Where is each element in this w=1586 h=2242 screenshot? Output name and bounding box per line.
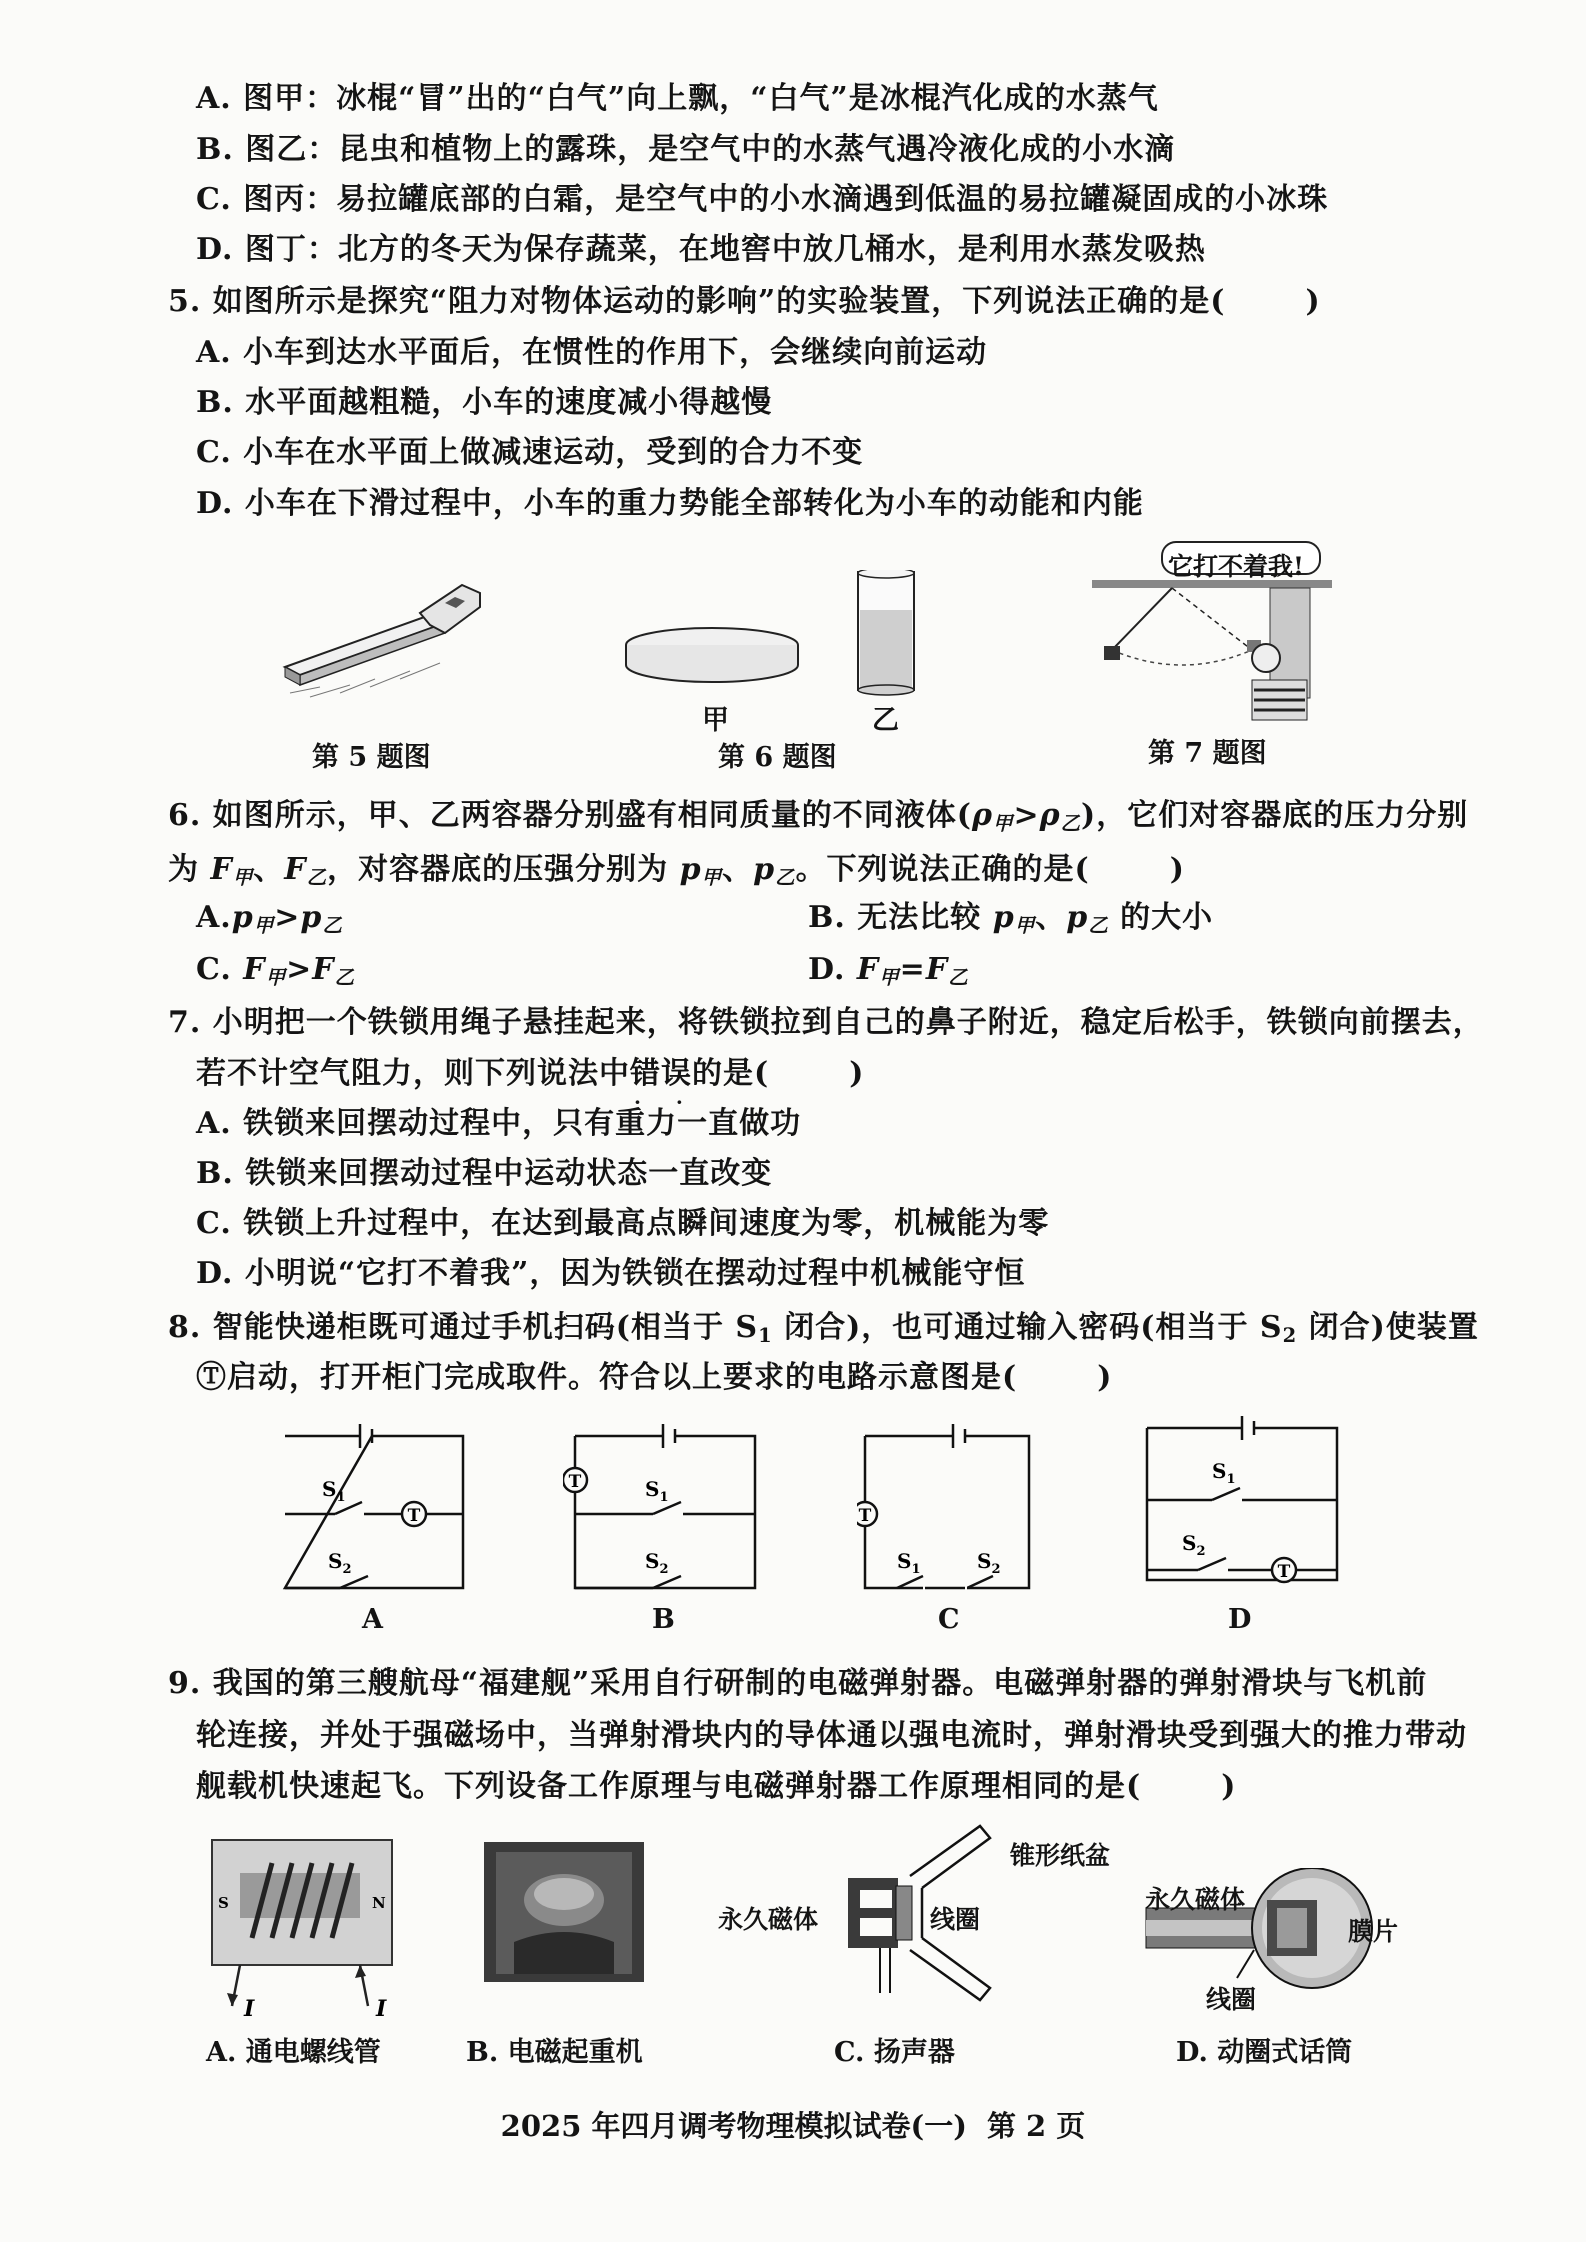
q6-opt-d-prefix: D. [808,952,857,987]
eq-sign: = [899,952,926,987]
q8-stem1-a: 8. 智能快递柜既可通过手机扫码(相当于 S [168,1310,759,1345]
q7-option-d: D. 小明说“它打不着我”，因为铁锁在摆动过程中机械能守恒 [196,1256,1026,1291]
circuit-diagram-c [857,1418,1037,1598]
F-yi: F [925,952,949,987]
q8-close: ) [1097,1360,1113,1395]
q9-fig-c-label-cone: 锥形纸盆 [1010,1841,1111,1870]
q9-fig-a-current-right: I [376,1996,387,2022]
page-number: 第 2 页 [986,2109,1086,2143]
circuit-diagram-b [563,1418,763,1598]
gt-sign: > [1013,798,1040,833]
sep: 、 [1035,900,1067,935]
sub-yi: 乙 [948,965,969,989]
circuit-label-a: A [362,1604,383,1635]
sub-yi: 乙 [1088,913,1109,937]
fig5-caption: 第 5 题图 [312,742,431,773]
p-jia: p [679,852,702,887]
circuit-a-s1: $S_1$ [322,1477,346,1505]
q6-option-b [808,898,1213,946]
q9-fig-c-label-coil: 线圈 [930,1905,981,1934]
circuit-b-s2: $S_2$ [645,1549,669,1577]
sub-yi: 乙 [775,865,796,889]
q6-opt-b-b: 的大小 [1108,900,1214,935]
sub-jia: 甲 [992,811,1014,835]
q9-fig-d-label-coil: 线圈 [1206,1985,1257,2014]
circuit-label-b: B [652,1604,675,1635]
F-jia: F [243,952,266,987]
p-yi: p [753,852,776,887]
fig7-caption: 第 7 题图 [1148,738,1267,769]
F-jia: F [856,952,880,987]
circuit-b-s1: $S_1$ [645,1477,669,1505]
circuit-c-s1: $S_1$ [897,1549,921,1577]
q9-caption-c: C. 扬声器 [834,2037,955,2068]
q9-fig-d-label-diaphragm: 膜片 [1348,1917,1399,1946]
circuit-d-device: T [1277,1562,1291,1582]
circuit-label-c: C [938,1604,960,1635]
sub-jia: 甲 [232,865,254,889]
q6-option-a [196,898,343,946]
gt-sign: > [286,952,313,987]
fig7-speech-bubble: 它打不着我! [1168,552,1304,581]
p-yi: p [300,900,323,935]
q9-fig-a-s: S [218,1894,229,1912]
q7-stem-line2 [196,1054,864,1094]
q8-stem1-b: 闭合)，也可通过输入密码(相当于 S [772,1310,1283,1345]
q6-line2-b: ，对容器底的压强分别为 [327,852,680,887]
q7-option-a: A. 铁锁来回摆动过程中，只有重力一直做功 [196,1106,802,1141]
s1-sub: 1 [758,1323,773,1347]
sub-yi: 乙 [334,965,356,989]
q5-stem [168,282,1321,322]
q9-fig-c-label-magnet: 永久磁体 [718,1905,819,1934]
q9-fig-solenoid [210,1838,400,2023]
circuit-d-s2: $S_2$ [1182,1531,1206,1559]
q6-option-c [196,950,355,998]
sub-jia: 甲 [1014,913,1036,937]
q4-option-c: C. 图丙：易拉罐底部的白霜，是空气中的小水滴遇到低温的易拉罐凝固成的小冰珠 [196,182,1329,217]
q6-opt-b-a: B. 无法比较 [808,900,993,935]
circuit-label-d: D [1228,1604,1252,1635]
rho-yi: ρ [1039,798,1061,833]
fig6-label-jia: 甲 [702,705,729,736]
circuit-diagram-a [280,1418,470,1598]
circuit-a-device: T [407,1506,421,1526]
q9-stem-line2: 轮连接，并处于强磁场中，当弹射滑块内的导体通以强电流时，弹射滑块受到强大的推力带动 [196,1718,1467,1753]
q9-stem-line1: 9. 我国的第三艘航母“福建舰”采用自行研制的电磁弹射器。电磁弹射器的弹射滑块与飞机前 [168,1666,1428,1701]
sep: 、 [253,852,285,887]
F-jia: F [210,852,233,887]
fig5-ramp-apparatus [280,575,490,705]
F-yi: F [284,852,307,887]
fig6-label-yi: 乙 [872,705,899,736]
q5-stem-close: ) [1305,284,1321,319]
sub-jia: 甲 [265,965,287,989]
exam-title: 2025 年四月调考物理模拟试卷(一) [500,2109,967,2143]
circuit-d-s1: $S_1$ [1212,1459,1236,1487]
q9-fig-d-label-magnet: 永久磁体 [1145,1885,1246,1914]
s2-sub: 2 [1282,1323,1298,1347]
q9-caption-a: A. 通电螺线管 [206,2037,381,2068]
fig6-containers [620,570,920,700]
p-jia: p [231,900,254,935]
q9-caption-d: D. 动圈式话筒 [1176,2037,1353,2068]
q7-emphasis-wrong: 错误 · · [630,1056,692,1091]
sep: 、 [722,852,754,887]
p-yi: p [1066,900,1089,935]
q5-stem-text: 5. 如图所示是探究“阻力对物体运动的影响”的实验装置，下列说法正确的是( [168,284,1226,319]
q6-opt-c-prefix: C. [196,952,244,987]
q8-stem1-c: 闭合)使装置 [1297,1310,1479,1345]
q8-stem-line1 [168,1308,1479,1356]
q9-caption-b: B. 电磁起重机 [466,2037,643,2068]
sub-jia: 甲 [253,913,275,937]
q6-stem-line2 [168,850,1185,898]
q6-option-d [808,950,969,998]
q7-stem2-a: 若不计空气阻力，则下列说法中 [196,1056,630,1091]
gt-sign: > [274,900,301,935]
sub-yi: 乙 [306,865,328,889]
q4-option-d: D. 图丁：北方的冬天为保存蔬菜，在地窖中放几桶水，是利用水蒸发吸热 [196,232,1206,267]
sub-yi: 乙 [322,913,343,937]
rho-jia: ρ [971,798,993,833]
F-yi: F [312,952,335,987]
q9-fig-a-n: N [372,1894,386,1912]
q6-close: ) [1169,852,1185,887]
q6-stem-b: )，它们对容器底的压力分别 [1081,798,1469,833]
q6-stem-a: 6. 如图所示，甲、乙两容器分别盛有相同质量的不同液体( [168,798,972,833]
p-jia: p [992,900,1015,935]
circuit-b-device: T [568,1472,582,1492]
circuit-a-s2: $S_2$ [328,1549,352,1577]
sub-jia: 甲 [879,965,900,989]
q9-close: ) [1221,1769,1237,1804]
q9-line3-a: 舰载机快速起飞。下列设备工作原理与电磁弹射器工作原理相同的是( [196,1769,1142,1804]
sub-yi: 乙 [1060,811,1082,835]
page-footer [0,2104,1586,2145]
circuit-c-device: T [858,1506,872,1526]
q5-option-d: D. 小车在下滑过程中，小车的重力势能全部转化为小车的动能和内能 [196,486,1144,521]
q6-line2-c: 。下列说法正确的是( [795,852,1090,887]
q5-option-b: B. 水平面越粗糙，小车的速度减小得越慢 [196,385,773,420]
q4-option-a: A. 图甲：冰棍“冒”出的“白气”向上飘，“白气”是冰棍汽化成的水蒸气 [196,81,1159,116]
fig6-caption: 第 6 题图 [718,742,837,773]
q6-opt-a-prefix: A. [196,900,232,935]
circuit-c-s2: $S_2$ [977,1549,1001,1577]
q6-stem-line1 [168,796,1468,844]
q4-option-b: B. 图乙：昆虫和植物上的露珠，是空气中的水蒸气遇冷液化成的小水滴 [196,132,1176,167]
q7-option-c: C. 铁锁上升过程中，在达到最高点瞬间速度为零，机械能为零 [196,1206,1050,1241]
q8-stem-line2 [196,1358,1112,1398]
q9-fig-crane-photo [484,1842,644,1982]
q8-stem2-a: Ⓣ启动，打开柜门完成取件。符合以上要求的电路示意图是( [196,1360,1018,1395]
q5-option-c: C. 小车在水平面上做减速运动，受到的合力不变 [196,435,864,470]
q7-close: ) [849,1056,865,1091]
q7-stem-line1: 7. 小明把一个铁锁用绳子悬挂起来，将铁锁拉到自己的鼻子附近，稳定后松手，铁锁向前摆去， [168,1005,1484,1040]
q7-option-b: B. 铁锁来回摆动过程中运动状态一直改变 [196,1156,773,1191]
q7-stem2-b: 的是( [692,1056,770,1091]
sub-jia: 甲 [701,865,723,889]
q5-option-a: A. 小车到达水平面后，在惯性的作用下，会继续向前运动 [196,335,988,370]
circuit-diagram-d [1142,1410,1342,1590]
q9-fig-a-current-left: I [244,1996,255,2022]
q6-line2-a: 为 [168,852,211,887]
q9-stem-line3 [196,1767,1236,1807]
